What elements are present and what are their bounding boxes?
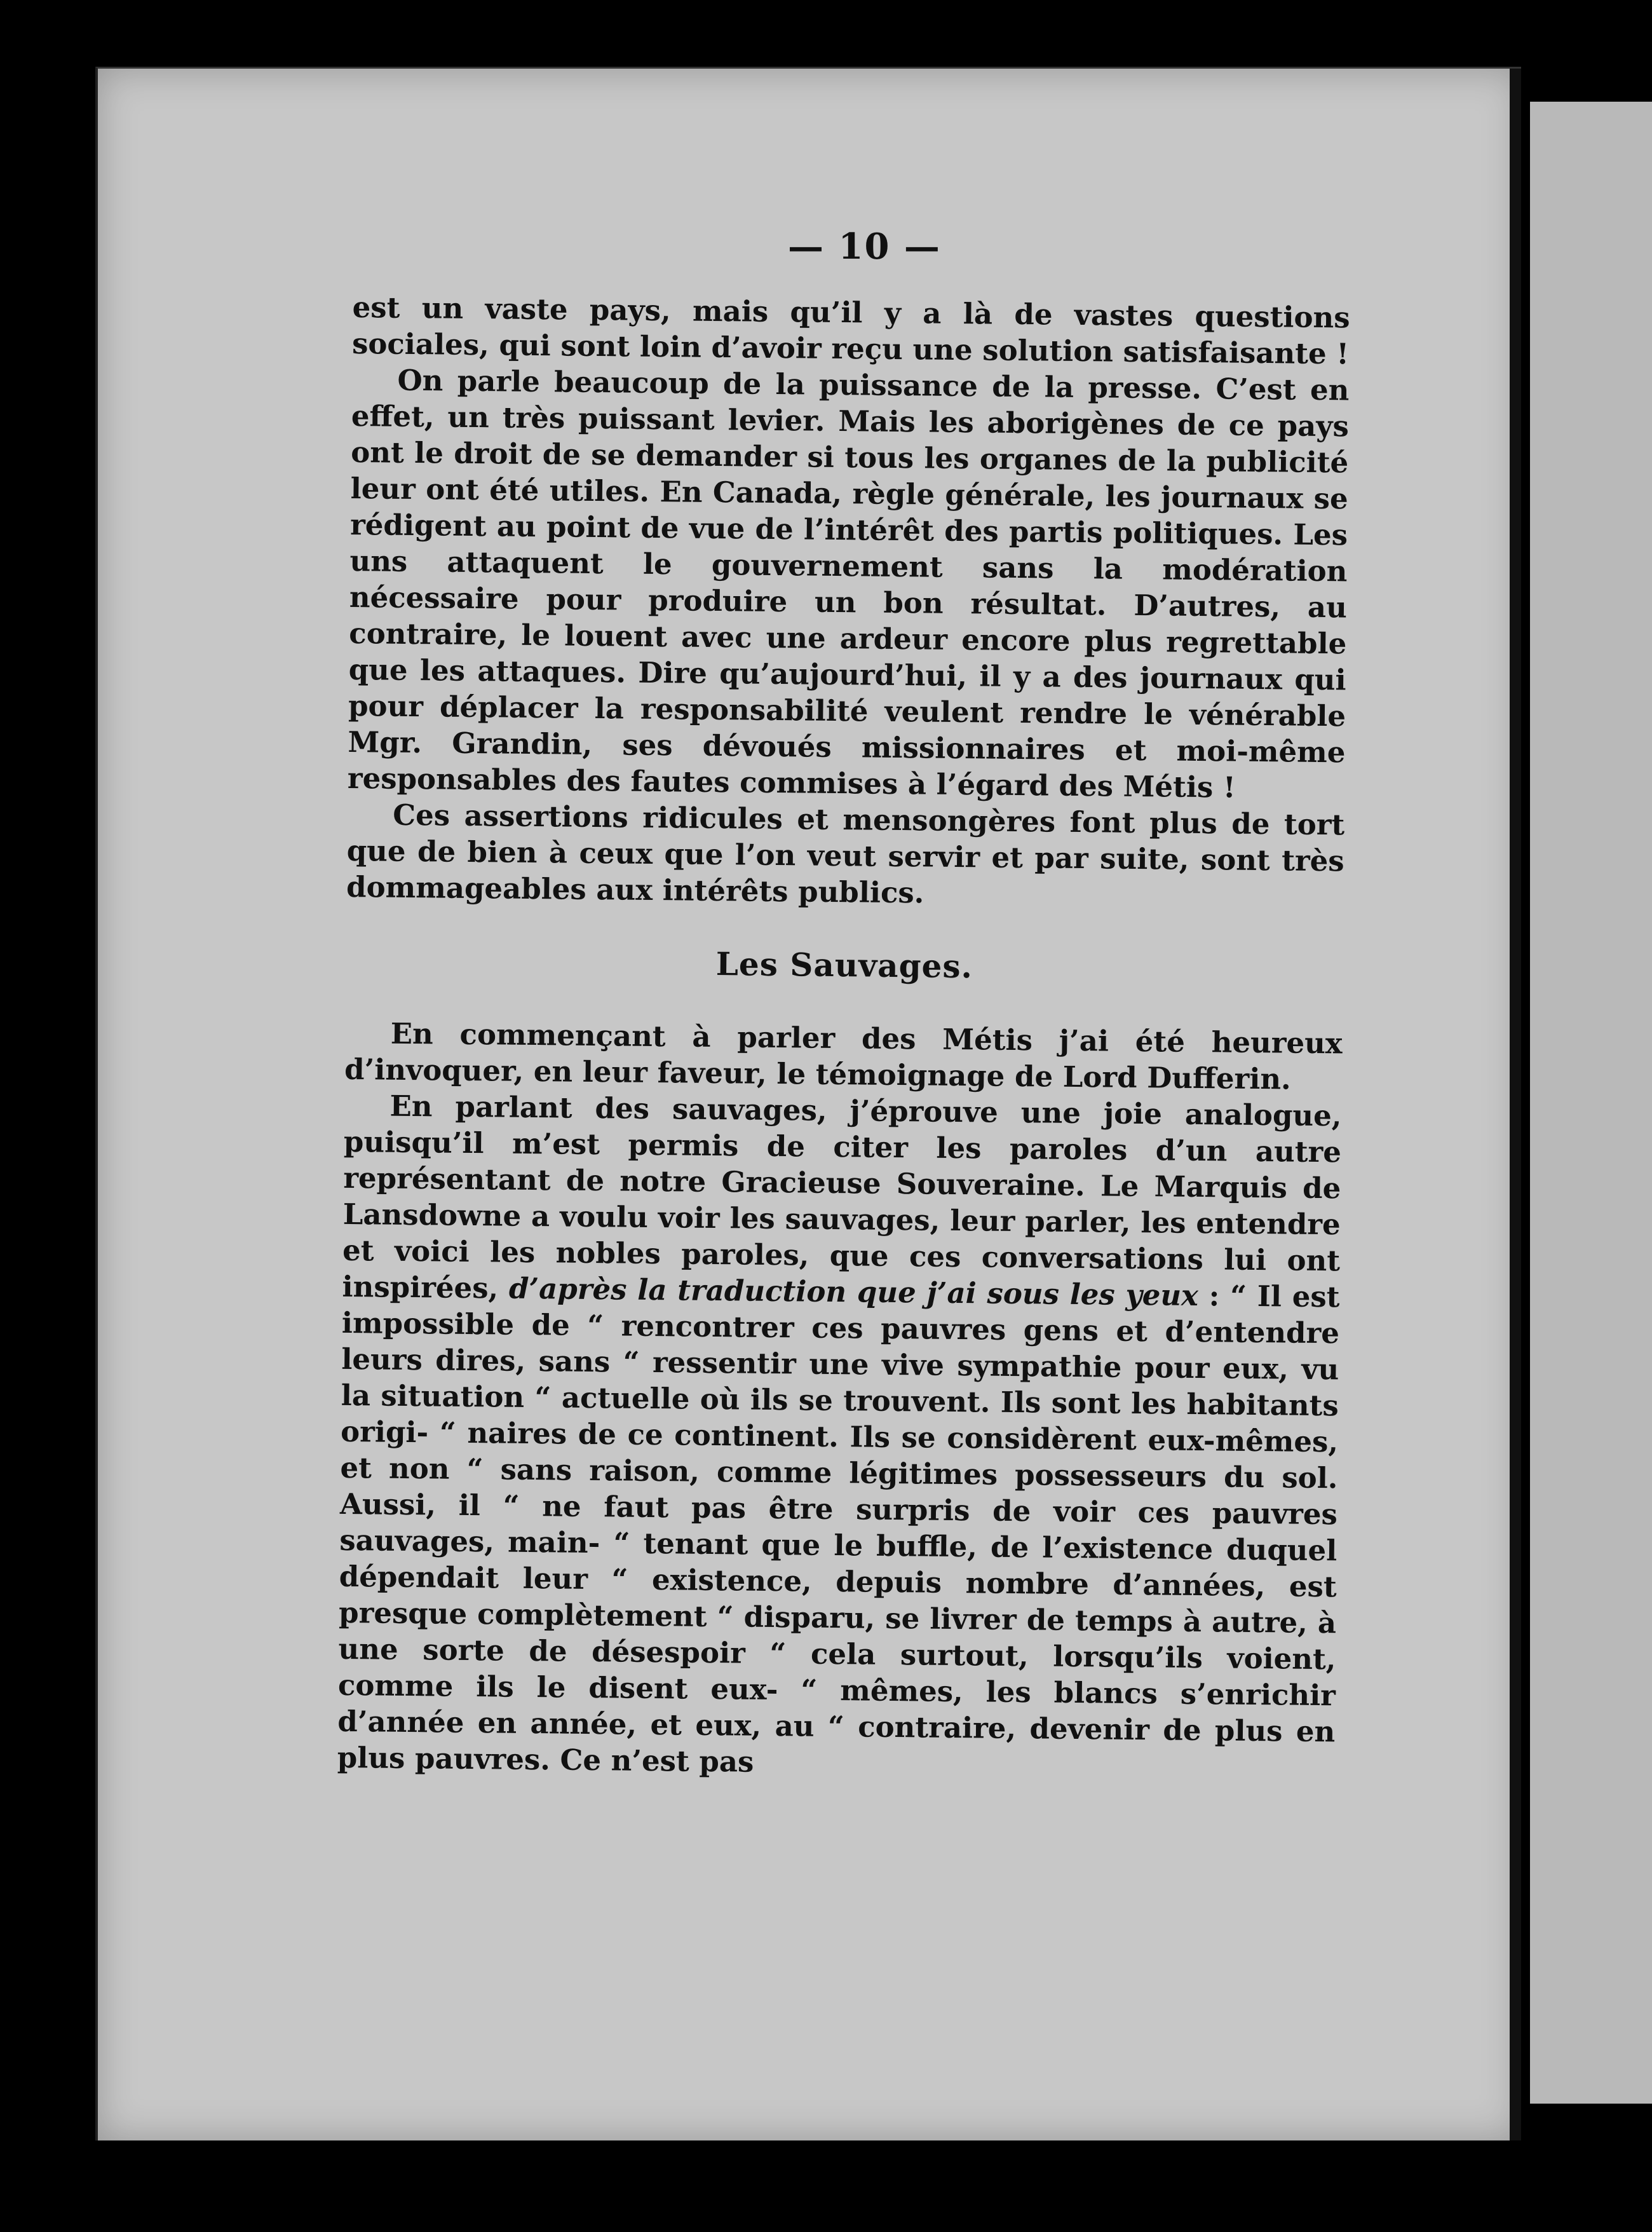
section-heading: Les Sauvages. <box>715 945 973 986</box>
page-number: — 10 — <box>788 226 941 268</box>
lansdowne-quote: : “ Il est impossible de “ rencontrer ces pauvres gens et d’entendre leurs dires, sans “ ressentir une vive sympathie pour eux, vu la situation “ actuelle où ils se trouvent. Ils sont les habitants origi- “ naires de ce continent. Ils se considèrent eux-mêmes, et non “ sans raison, comme légitimes possesseurs du sol. Aussi, il “ ne faut pas être surpris de voir ces pauvres sauvages, main- “ tenant que le buffle, de l’existence duquel dépendait leur “ existence, depuis nombre d’années, est presque complètement “ disparu, se livrer de temps à autre, à une sorte de désespoir “ cela surtout, lorsqu’ils voient, comme ils le disent eux- “ mêmes, les blancs s’enrichir d’année en année, et eux, au “ contraire, devenir de plus en plus pauvres. Ce n’est pas <box>337 1279 1340 1779</box>
paragraph-continuation: est un vaste pays, mais qu’il y a là de vastes questions sociales, qui sont loin d’avoir reçu une solution satisfaisante ! <box>351 290 1350 371</box>
paragraph-assertions: Ces assertions ridicules et mensongères font plus de tort que de bien à ceux que l’on veut servir et par suite, sont très dommageables aux intérêts publics. <box>346 798 1345 910</box>
paragraph-metis: En commençant à parler des Métis j’ai été heureux d’invoquer, en leur faveur, le témoignage de Lord Dufferin. <box>344 1016 1343 1096</box>
paragraph-press: On parle beaucoup de la puissance de la presse. C’est en effet, un très puissant levier. Mais les aborigènes de ce pays ont le droit de se demander si tous les organes de la publicité leur ont été utiles. En Canada, règle générale, les journaux se rédigent au point de vue de l’intérêt des partis politiques. Les uns attaquent le gouvernement sans la modération nécessaire pour produire un bon résultat. D’autres, au contraire, le louent avec une ardeur encore plus regrettable que les attaques. Dire qu’aujourd’hui, il y a des journaux qui pour déplacer la responsabilité veulent rendre le vénérable Mgr. Grandin, ses dévoués missionnaires et moi-même responsables des fautes commises à l’égard des Métis ! <box>347 363 1350 805</box>
opposite-page-edge <box>1530 102 1652 2104</box>
italic-citation: d’après la traduction que j’ai sous les yeux <box>508 1271 1199 1313</box>
page-body <box>337 289 1350 1786</box>
paragraph-sauvages-intro: En parlant des sauvages, j’éprouve une joie analogue, puisqu’il m’est permis de citer les paroles d’un autre représentant de notre Gracieuse Souveraine. Le Marquis de Lansdowne a voulu voir les sauvages, leur parler, les entendre et voici les nobles paroles, que ces conversations lui ont inspirées, <box>342 1089 1342 1305</box>
paragraph-sauvages <box>337 1087 1342 1786</box>
